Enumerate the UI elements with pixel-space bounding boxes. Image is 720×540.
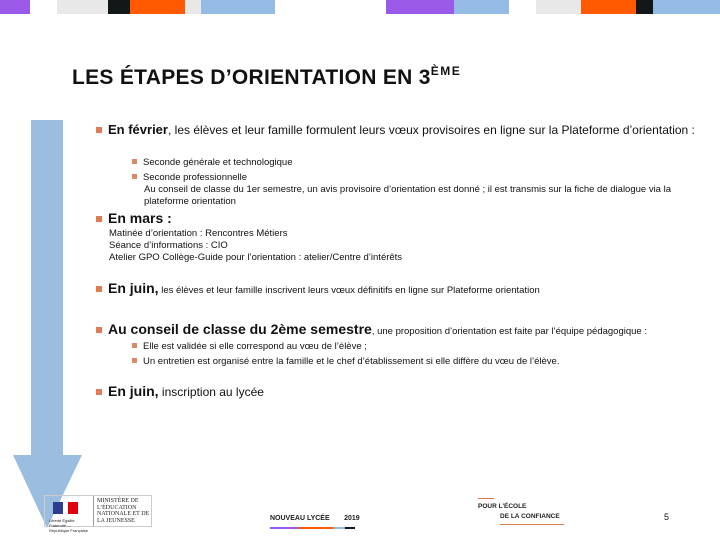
item-february	[96, 122, 706, 138]
item-text: , les élèves et leur famille formulent leurs vœux provisoires en ligne sur la Plateforme d’orientation :	[167, 123, 695, 137]
bar-segment	[201, 0, 275, 14]
title-sup: ÈME	[430, 64, 462, 78]
sub-item	[132, 356, 559, 368]
item-june-2	[96, 384, 264, 400]
timeline-arrow-icon	[0, 118, 100, 530]
sub-item	[132, 157, 292, 169]
bar-segment	[653, 0, 720, 14]
item-june	[96, 281, 540, 297]
bullet-icon	[132, 159, 137, 164]
bar-segment	[386, 0, 454, 14]
ecole-text-2: DE LA CONFIANCE	[500, 513, 560, 520]
item-heading: En février	[108, 122, 168, 137]
bar-segment	[108, 0, 130, 14]
line-text: Séance d’informations : CIO	[109, 240, 228, 251]
bar-segment	[130, 0, 185, 14]
title-text: LES ÉTAPES D’ORIENTATION EN 3	[72, 66, 431, 89]
bar-segment	[581, 0, 636, 14]
ministry-logo	[44, 495, 152, 533]
page-number: 5	[664, 512, 670, 522]
line-text: Atelier GPO Collège-Guide pour l’orientation : atelier/Centre d’intérêts	[109, 252, 403, 263]
republic-text: Liberté Égalité Fraternité — République Française	[49, 518, 88, 533]
bullet-icon	[96, 286, 102, 292]
note-text: Au conseil de classe du 1er semestre, un avis provisoire d’orientation est donné ; il est transmis sur la fiche de dialogue via la plateforme orientation	[144, 184, 671, 207]
item-heading: En mars :	[108, 210, 172, 226]
bullet-icon	[96, 127, 102, 133]
bullet-icon	[132, 358, 137, 363]
bar-segment	[636, 0, 653, 14]
bullet-icon	[96, 389, 102, 395]
item-text: , une proposition d’orientation est faite par l’équipe pédagogique :	[371, 326, 647, 337]
sub-text: Un entretien est organisé entre la famille et le chef d’établissement si elle diffère du vœu de l’élève.	[143, 356, 560, 367]
bar-segment	[57, 0, 108, 14]
bullet-icon	[132, 174, 137, 179]
page-title	[72, 64, 461, 90]
bar-segment	[0, 0, 30, 14]
ecole-confiance-logo	[478, 498, 568, 530]
ministry-text: MINISTÈRE DE L’ÉDUCATION NATIONALE ET DE LA JEUNESSE	[97, 498, 150, 524]
sub-text: Elle est validée si elle correspond au vœu de l’élève ;	[143, 341, 367, 352]
bullet-icon	[132, 343, 137, 348]
bar-segment	[185, 0, 201, 14]
item-heading: En juin,	[108, 383, 159, 399]
bullet-icon	[96, 216, 102, 222]
year-text: 2019	[344, 515, 360, 522]
sub-item	[132, 172, 247, 184]
item-heading: Au conseil de classe du 2ème semestre	[108, 321, 372, 337]
item-heading: En juin,	[108, 280, 159, 296]
item-march	[96, 211, 172, 227]
sub-item	[132, 341, 367, 353]
line-text: Matinée d’orientation : Rencontres Métiers	[109, 228, 288, 239]
sub-text: Seconde professionnelle	[143, 172, 248, 183]
nouveau-lycee-logo	[270, 507, 360, 529]
bar-segment	[454, 0, 509, 14]
sub-text: Seconde générale et technologique	[143, 157, 293, 168]
item-text: inscription au lycée	[158, 385, 264, 399]
item-text: les élèves et leur famille inscrivent leurs vœux définitifs en ligne sur Plateforme orientation	[158, 285, 540, 296]
nouveau-text: NOUVEAU LYCÉE	[270, 515, 330, 522]
bullet-icon	[96, 327, 102, 333]
ecole-text-1: POUR L’ÉCOLE	[478, 503, 527, 510]
item-council	[96, 322, 647, 338]
bar-segment	[536, 0, 581, 14]
